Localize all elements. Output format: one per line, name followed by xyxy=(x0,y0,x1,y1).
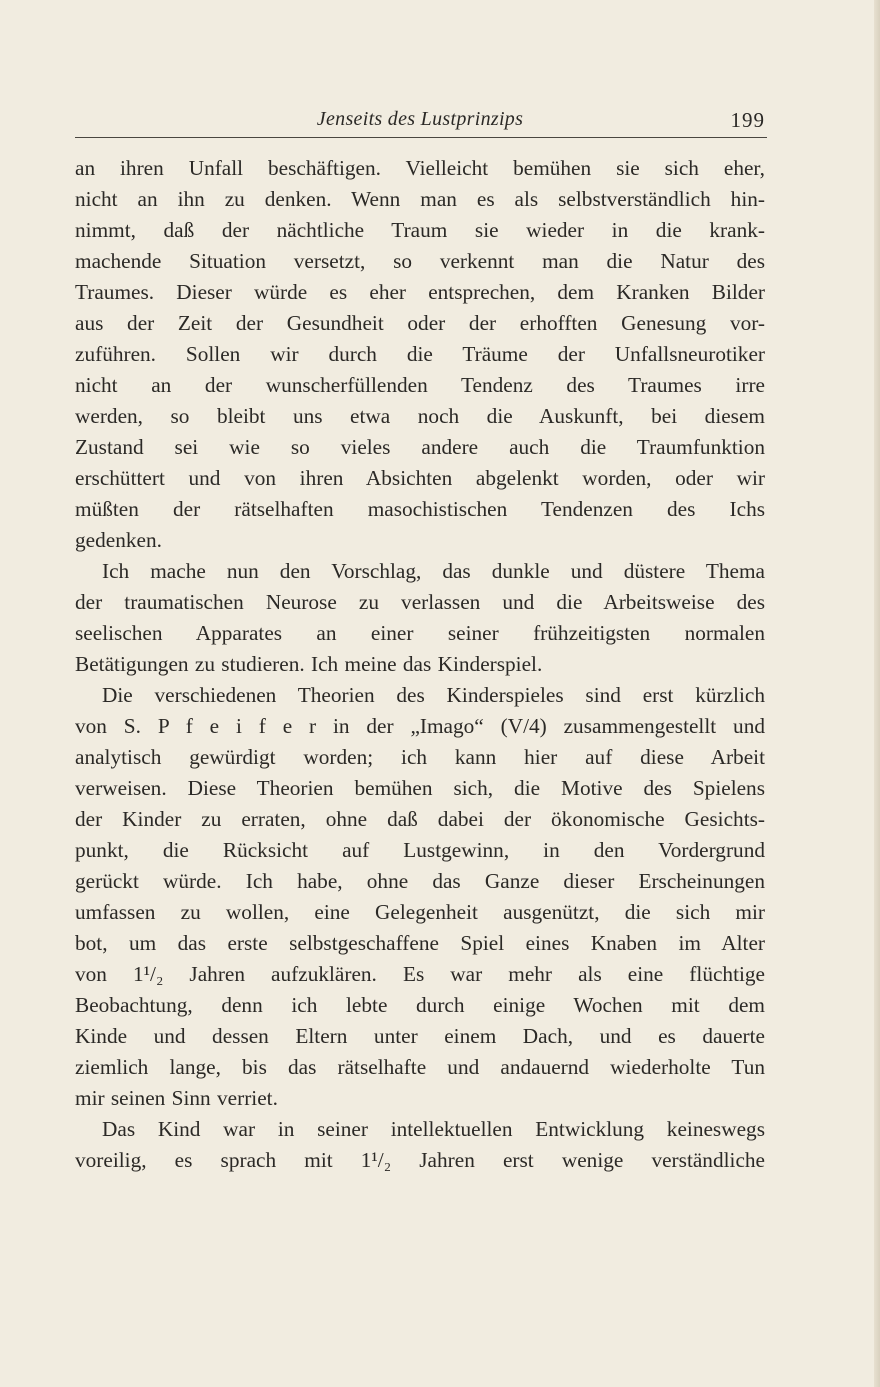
paragraph xyxy=(75,680,765,1114)
paragraph xyxy=(75,556,765,680)
text-line: umfassen zu wollen, eine Gelegenheit ausgenützt, die sich mir xyxy=(75,900,765,924)
text-line: voreilig, es sprach mit 1¹/₂ Jahren erst wenige verständliche xyxy=(75,1148,765,1172)
text-line: verweisen. Diese Theorien bemühen sich, die Motive des Spielens xyxy=(75,776,765,800)
text-line: aus der Zeit der Gesundheit oder der erhofften Genesung vor- xyxy=(75,311,765,335)
text-line: punkt, die Rücksicht auf Lustgewinn, in den Vordergrund xyxy=(75,838,765,862)
text-line: werden, so bleibt uns etwa noch die Auskunft, bei diesem xyxy=(75,404,765,428)
paragraph xyxy=(75,1114,765,1176)
text-line: bot, um das erste selbstgeschaffene Spiel eines Knaben im Alter xyxy=(75,931,765,955)
body-text xyxy=(75,153,765,1176)
text-line: nicht an der wunscherfüllenden Tendenz des Traumes irre xyxy=(75,373,765,397)
paragraph xyxy=(75,153,765,556)
text-line: analytisch gewürdigt worden; ich kann hier auf diese Arbeit xyxy=(75,745,765,769)
text-line: der Kinder zu erraten, ohne daß dabei der ökonomische Gesichts- xyxy=(75,807,765,831)
text-line: Betätigungen zu studieren. Ich meine das Kinderspiel. xyxy=(75,652,543,676)
text-line: müßten der rätselhaften masochistischen Tendenzen des Ichs xyxy=(75,497,765,521)
text-line: Die verschiedenen Theorien des Kinderspieles sind erst kürzlich xyxy=(102,683,765,707)
text-line: Das Kind war in seiner intellektuellen Entwicklung keineswegs xyxy=(102,1117,765,1141)
text-line: gerückt würde. Ich habe, ohne das Ganze dieser Erscheinungen xyxy=(75,869,765,893)
text-line: Beobachtung, denn ich lebte durch einige Wochen mit dem xyxy=(75,993,765,1017)
running-head xyxy=(75,108,765,136)
text-line: mir seinen Sinn verriet. xyxy=(75,1086,278,1110)
text-line: erschüttert und von ihren Absichten abgelenkt worden, oder wir xyxy=(75,466,765,490)
text-line: Zustand sei wie so vieles andere auch die Traumfunktion xyxy=(75,435,765,459)
text-line: zuführen. Sollen wir durch die Träume der Unfallsneurotiker xyxy=(75,342,765,366)
text-line: Kinde und dessen Eltern unter einem Dach, und es dauerte xyxy=(75,1024,765,1048)
text-line: an ihren Unfall beschäftigen. Vielleicht bemühen sie sich eher, xyxy=(75,156,765,180)
text-line: von 1¹/₂ Jahren aufzuklären. Es war mehr als eine flüchtige xyxy=(75,962,765,986)
text-line: der traumatischen Neurose zu verlassen und die Arbeitsweise des xyxy=(75,590,765,614)
page-edge xyxy=(874,0,880,1387)
text-line: seelischen Apparates an einer seiner frühzeitigsten normalen xyxy=(75,621,765,645)
header-rule xyxy=(75,137,767,138)
text-line: Traumes. Dieser würde es eher entsprechen, dem Kranken Bilder xyxy=(75,280,765,304)
text-line: nimmt, daß der nächtliche Traum sie wieder in die krank- xyxy=(75,218,765,242)
text-line: nicht an ihn zu denken. Wenn man es als selbstverständlich hin- xyxy=(75,187,765,211)
text-line: machende Situation versetzt, so verkennt man die Natur des xyxy=(75,249,765,273)
text-line: Ich mache nun den Vorschlag, das dunkle und düstere Thema xyxy=(102,559,765,583)
page-number: 199 xyxy=(730,108,765,132)
text-line: gedenken. xyxy=(75,528,162,552)
running-title: Jenseits des Lustprinzips xyxy=(316,108,524,130)
text-line: von S. P f e i f e r in der „Imago“ (V/4) zusammengestellt und xyxy=(75,714,765,738)
text-line: ziemlich lange, bis das rätselhafte und andauernd wiederholte Tun xyxy=(75,1055,765,1079)
